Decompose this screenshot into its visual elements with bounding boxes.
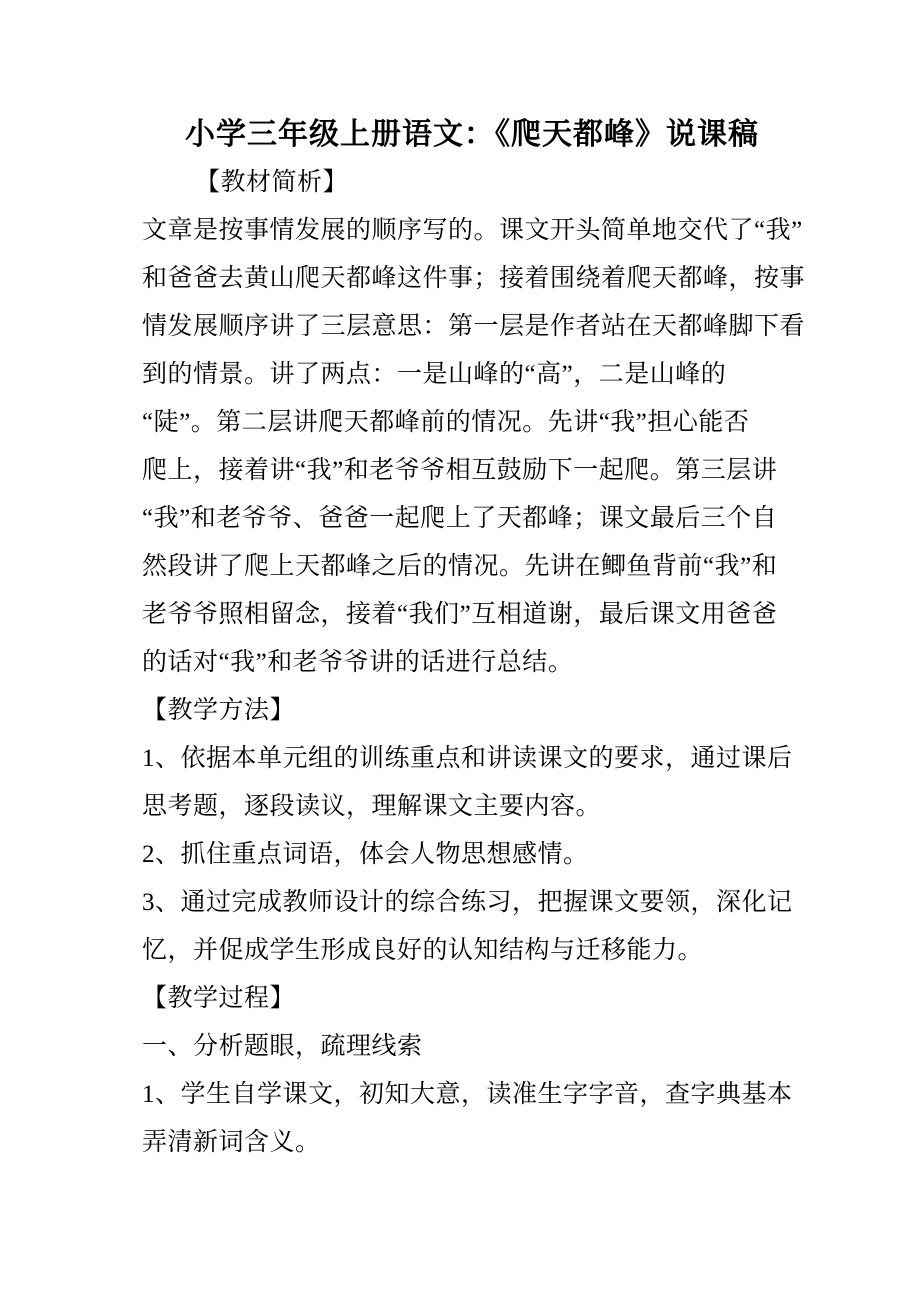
text-line: 文章是按事情发展的顺序写的。课文开头简单地交代了“我” xyxy=(142,217,803,244)
text-line: 一、分析题眼，疏理线索 xyxy=(142,1033,423,1060)
text-line: 3、通过完成教师设计的综合练习，把握课文要领，深化记 xyxy=(142,889,793,916)
text-line: 的话对“我”和老爷爷讲的话进行总结。 xyxy=(142,649,574,676)
text-line: 和爸爸去黄山爬天都峰这件事；接着围绕着爬天都峰，按事 xyxy=(142,265,806,292)
text-line: 1、学生自学课文，初知大意，读准生字字音，查字典基本 xyxy=(142,1081,793,1108)
text-line: 弄清新词含义。 xyxy=(142,1129,321,1156)
text-line: 【教学方法】 xyxy=(142,697,296,724)
paragraph-jiaoxue-guocheng-heading xyxy=(142,975,802,1023)
text-line: 老爷爷照相留念，接着“我们”互相道谢，最后课文用爸爸 xyxy=(142,601,778,628)
text-line: “陡”。第二层讲爬天都峰前的情况。先讲“我”担心能否 xyxy=(142,409,750,436)
paragraph-method-item-3 xyxy=(142,879,802,975)
paragraph-jiaocai-jianxi-heading xyxy=(142,159,802,207)
paragraph-method-item-1 xyxy=(142,735,802,831)
paragraph-method-item-2 xyxy=(142,831,802,879)
document-title: 小学三年级上册语文：《爬天都峰》说课稿 xyxy=(185,118,759,151)
text-line: 【教学过程】 xyxy=(142,985,296,1012)
text-line: 爬上，接着讲“我”和老爷爷相互鼓励下一起爬。第三层讲 xyxy=(142,457,778,484)
text-line: “我”和老爷爷、爸爸一起爬上了天都峰；课文最后三个自 xyxy=(142,505,778,532)
text-line: 忆，并促成学生形成良好的认知结构与迁移能力。 xyxy=(142,937,704,964)
text-line: 思考题，逐段读议，理解课文主要内容。 xyxy=(142,793,602,820)
paragraph-jiaoxue-fangfa-heading xyxy=(142,687,802,735)
text-line: 2、抓住重点词语，体会人物思想感情。 xyxy=(142,841,589,868)
text-line: 【教材简析】 xyxy=(195,169,349,196)
document-content xyxy=(142,111,806,1167)
text-line: 1、依据本单元组的训练重点和讲读课文的要求，通过课后 xyxy=(142,745,793,772)
paragraph-process-step-one-item-1 xyxy=(142,1071,802,1167)
paragraph-process-step-one-heading xyxy=(142,1023,802,1071)
text-line: 到的情景。讲了两点：一是山峰的“高”，二是山峰的 xyxy=(142,361,727,388)
text-line: 情发展顺序讲了三层意思：第一层是作者站在天都峰脚下看 xyxy=(142,313,806,340)
text-line: 然段讲了爬上天都峰之后的情况。先讲在鲫鱼背前“我”和 xyxy=(142,553,778,580)
paragraph-jiaocai-jianxi-body xyxy=(142,207,806,687)
